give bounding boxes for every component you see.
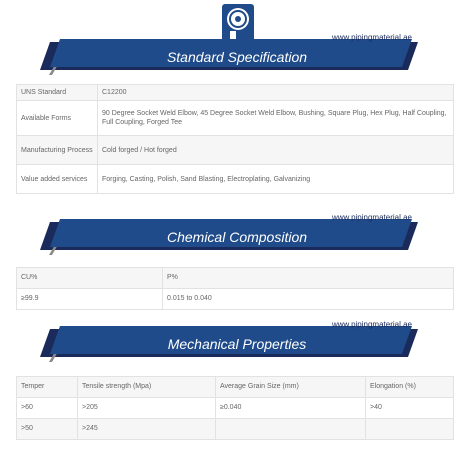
table-row [17,268,454,289]
mechanical-properties-table [16,376,454,440]
row-value: Cold forged / Hot forged [98,136,454,165]
row-value: Forging, Casting, Polish, Sand Blasting, Electroplating, Galvanizing [98,165,454,194]
site-url: www.pipingmaterial.ae [331,213,412,222]
table-row [17,419,454,440]
site-url: www.pipingmaterial.ae [331,320,412,329]
standard-spec-table [16,84,454,194]
column-header: CU% [17,268,163,289]
table-row [17,136,454,165]
section-title: Chemical Composition [166,229,308,245]
table-row [17,377,454,398]
table-row [17,398,454,419]
table-row [17,101,454,136]
section-title: Standard Specification [166,49,308,65]
table-cell: >50 [17,419,78,440]
table-cell: >40 [366,398,454,419]
table-cell: 0.015 to 0.040 [163,289,454,310]
table-row [17,85,454,101]
site-url: www.pipingmaterial.ae [331,33,412,42]
row-label: UNS Standard [17,85,98,101]
row-value: 90 Degree Socket Weld Elbow, 45 Degree Socket Weld Elbow, Bushing, Square Plug, Hex Plug, Half Coupling, Full Coupling, Forged Tee [98,101,454,136]
row-label: Value added services [17,165,98,194]
table-cell: ≥0.040 [216,398,366,419]
table-cell: >60 [17,398,78,419]
table-row [17,289,454,310]
table-cell: ≥99.9 [17,289,163,310]
banner-standard [0,35,474,77]
column-header: Average Grain Size (mm) [216,377,366,398]
row-label: Manufacturing Process [17,136,98,165]
row-label: Available Forms [17,101,98,136]
column-header: Temper [17,377,78,398]
chemical-composition-table [16,267,454,310]
table-cell: >245 [78,419,216,440]
row-value: C12200 [98,85,454,101]
table-cell [366,419,454,440]
table-cell: >205 [78,398,216,419]
table-row [17,165,454,194]
banner-chemical [0,215,474,257]
column-header: P% [163,268,454,289]
column-header: Elongation (%) [366,377,454,398]
banner-mechanical [0,322,474,364]
section-title: Mechanical Properties [167,336,307,352]
table-cell [216,419,366,440]
column-header: Tensile strength (Mpa) [78,377,216,398]
